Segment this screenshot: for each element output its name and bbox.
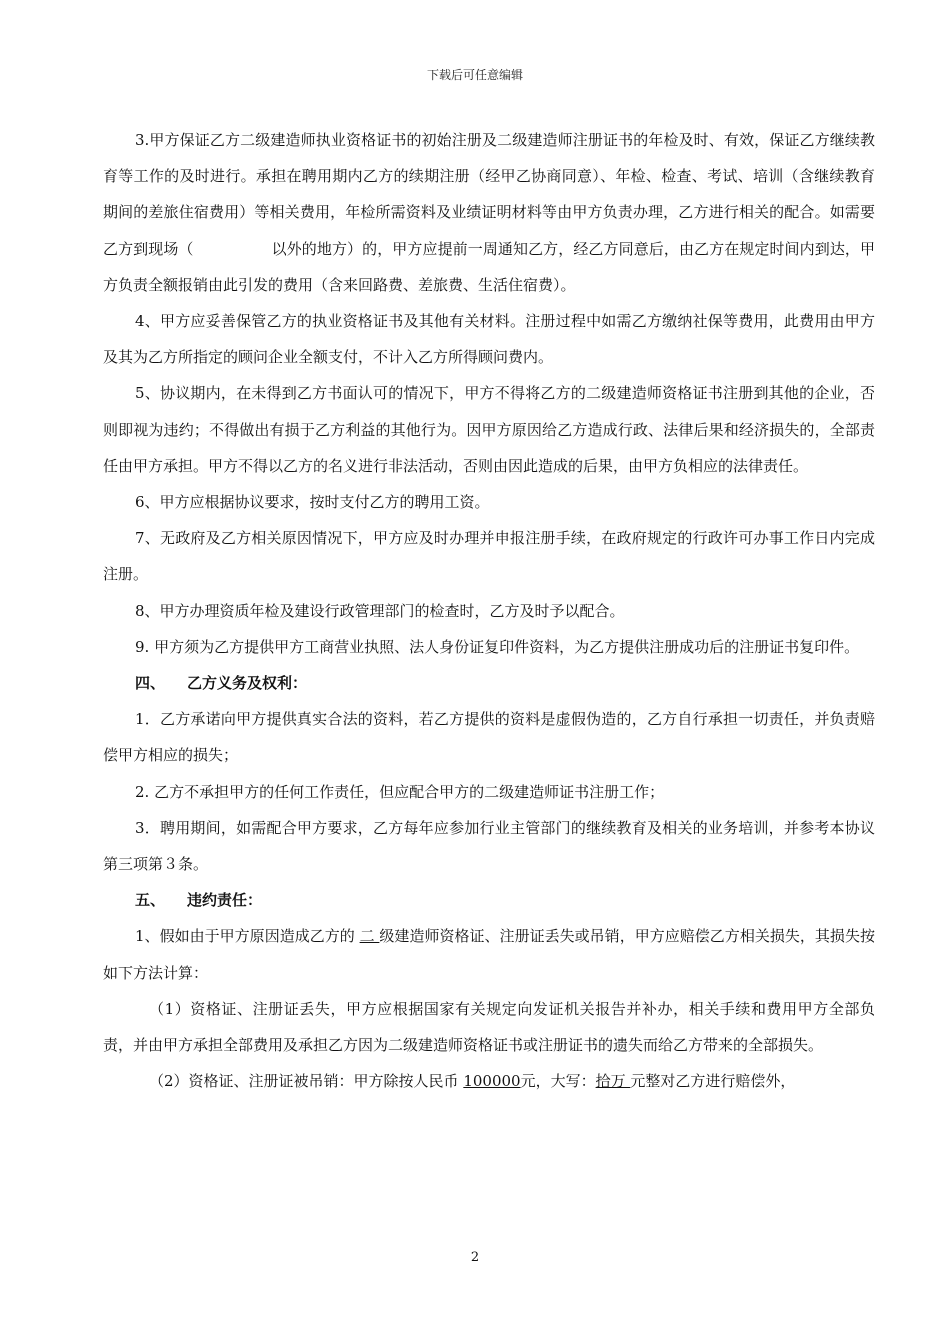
section-4-item-3: 3．聘用期间，如需配合甲方要求，乙方每年应参加行业主管部门的继续教育及相关的业务培训，并参考本协议第三项第３条。 — [103, 818, 875, 874]
clause-3-6: 6、甲方应根据协议要求，按时支付乙方的聘用工资。 — [135, 493, 490, 512]
section-4-item-2: 2. 乙方不承担甲方的任何工作责任，但应配合甲方的二级建造师证书注册工作； — [135, 782, 665, 801]
section-4-item-1: 1．乙方承诺向甲方提供真实合法的资料，若乙方提供的资料是虚假伪造的，乙方自行承担一切责任，并负责赔偿甲方相应的损失； — [103, 710, 875, 765]
clause-3-4: 4、甲方应妥善保管乙方的执业资格证书及其他有关材料。注册过程中如需乙方缴纳社保等费用，此费用由甲方及其为乙方所指定的顾问企业全额支付，不计入乙方所得顾问费内。 — [103, 312, 875, 367]
section-5-item-1: 1、假如由于甲方原因造成乙方的 二 级建造师资格证、注册证丢失或吊销，甲方应赔偿乙方相关损失，其损失按如下方法计算： — [103, 927, 875, 982]
compensation-amount-cn-field: 拾万 — [595, 1072, 631, 1091]
certificate-level-field: 二 — [359, 927, 380, 946]
section-5-sub-2: （2）资格证、注册证被吊销：甲方除按人民币 100000元，大写：拾万 元整对乙方进行赔偿外， — [149, 1072, 796, 1091]
clause-3-9: 9. 甲方须为乙方提供甲方工商营业执照、法人身份证复印件资料，为乙方提供注册成功后的注册证书复印件。 — [135, 637, 860, 656]
document-body — [103, 122, 875, 1099]
section-5-heading: 五、 违约责任： — [135, 891, 263, 910]
section-4-heading: 四、 乙方义务及权利： — [135, 674, 308, 693]
compensation-amount-field: 100000 — [463, 1072, 521, 1091]
page-header: 下载后可任意编辑 — [426, 68, 523, 82]
section-5-sub-1: （1）资格证、注册证丢失，甲方应根据国家有关规定向发证机关报告并补办，相关手续和费用甲方全部负责，并由甲方承担全部费用及承担乙方因为二级建造师资格证书或注册证书的遗失而给乙方带来的全部损失。 — [103, 999, 875, 1055]
clause-3-3: 3.甲方保证乙方二级建造师执业资格证书的初始注册及二级建造师注册证书的年检及时、有效，保证乙方继续教育等工作的及时进行。承担在聘用期内乙方的续期注册（经甲乙协商同意）、年检、检查、考试、培训（含继续教育期间的差旅住宿费用）等相关费用，年检所需资料及业绩证明材料等由甲方负责办理，乙方进行相关的配合。如需要乙方到现场（ 以外的地方）的，甲方应提前一周通知乙方，经乙方同意后，由乙方在规定时间内到达，甲方负责全额报销由此引发的费用（含来回路费、差旅费、生活住宿费）。 — [103, 131, 875, 294]
page-number: 2 — [470, 1250, 480, 1265]
clause-3-7: 7、无政府及乙方相关原因情况下，甲方应及时办理并申报注册手续，在政府规定的行政许可办事工作日内完成注册。 — [103, 529, 875, 584]
clause-3-8: 8、甲方办理资质年检及建设行政管理部门的检查时，乙方及时予以配合。 — [135, 601, 625, 620]
clause-3-5: 5、协议期内，在未得到乙方书面认可的情况下，甲方不得将乙方的二级建造师资格证书注册到其他的企业，否则即视为违约；不得做出有损于乙方利益的其他行为。因甲方原因给乙方造成行政、法律后果和经济损失的，全部责任由甲方承担。甲方不得以乙方的名义进行非法活动，否则由因此造成的后果，由甲方负相应的法律责任。 — [103, 384, 875, 475]
